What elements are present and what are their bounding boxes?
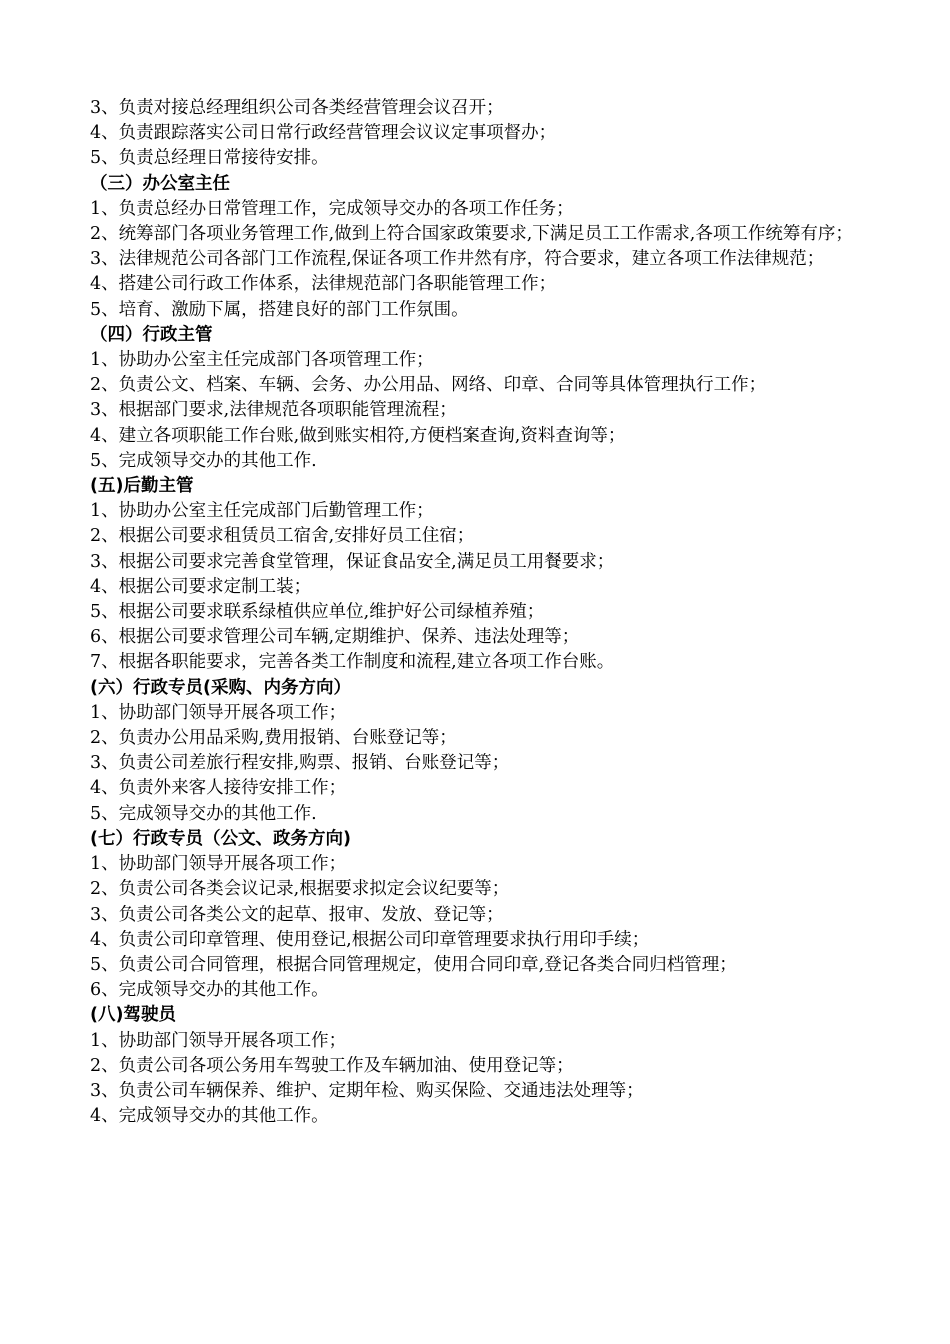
duty-item: 2、负责办公用品采购,费用报销、台账登记等； [90, 728, 457, 749]
duty-item: 2、统筹部门各项业务管理工作,做到上符合国家政策要求,下满足员工工作需求,各项工作统筹有序； [90, 224, 853, 245]
duty-item: 4、负责公司印章管理、使用登记,根据公司印章管理要求执行用印手续； [90, 929, 650, 950]
duty-item: 1、协助办公室主任完成部门后勤管理工作； [90, 501, 434, 522]
duty-item: 5、培育、激励下属，搭建良好的部门工作氛围。 [90, 299, 469, 320]
duty-item: 2、根据公司要求租赁员工宿舍,安排好员工住宿； [90, 526, 475, 547]
section-heading: (七）行政专员（公文、政务方向) [90, 828, 351, 849]
duty-item: 5、负责总经理日常接待安排。 [90, 148, 329, 169]
duty-item: 4、负责跟踪落实公司日常行政经营管理会议议定事项督办； [90, 123, 557, 144]
duty-item: 7、根据各职能要求，完善各类工作制度和流程,建立各项工作台账。 [90, 652, 615, 673]
duty-item: 4、建立各项职能工作台账,做到账实相符,方便档案查询,资料查询等； [90, 425, 626, 446]
duty-item: 1、负责总经办日常管理工作，完成领导交办的各项工作任务； [90, 198, 574, 219]
duty-item: 4、负责外来客人接待安排工作； [90, 778, 347, 799]
duty-item: 3、负责公司车辆保养、维护、定期年检、购买保险、交通违法处理等； [90, 1080, 644, 1101]
duty-item: 1、协助部门领导开展各项工作； [90, 854, 347, 875]
duty-item: 3、负责公司各类公文的起草、报审、发放、登记等； [90, 904, 504, 925]
duty-item: 3、法律规范公司各部门工作流程,保证各项工作井然有序，符合要求，建立各项工作法律规范； [90, 249, 825, 270]
duty-item: 3、根据部门要求,法律规范各项职能管理流程； [90, 400, 457, 421]
duty-item: 2、负责公司各类会议记录,根据要求拟定会议纪要等； [90, 879, 510, 900]
duty-item: 3、根据公司要求完善食堂管理，保证食品安全,满足员工用餐要求； [90, 551, 615, 572]
section-heading: (五)后勤主管 [90, 476, 194, 497]
document-page [90, 96, 880, 1129]
duty-item: 5、根据公司要求联系绿植供应单位,维护好公司绿植养殖； [90, 602, 545, 623]
duty-item: 6、完成领导交办的其他工作。 [90, 980, 329, 1001]
section-heading: （三）办公室主任 [90, 173, 230, 194]
duty-item: 5、完成领导交办的其他工作. [90, 450, 317, 471]
duty-item: 6、根据公司要求管理公司车辆,定期维护、保养、违法处理等； [90, 627, 580, 648]
duty-item: 5、负责公司合同管理，根据合同管理规定，使用合同印章,登记各类合同归档管理； [90, 954, 737, 975]
section-heading: (八)驾驶员 [90, 1005, 176, 1026]
duty-item: 5、完成领导交办的其他工作. [90, 803, 317, 824]
duty-item: 1、协助部门领导开展各项工作； [90, 1030, 347, 1051]
duty-item: 4、搭建公司行政工作体系，法律规范部门各职能管理工作； [90, 274, 557, 295]
duty-item: 1、协助办公室主任完成部门各项管理工作； [90, 350, 434, 371]
duty-item: 3、负责对接总经理组织公司各类经营管理会议召开； [90, 98, 504, 118]
duty-item: 4、根据公司要求定制工装； [90, 576, 312, 597]
duty-item: 2、负责公司各项公务用车驾驶工作及车辆加油、使用登记等； [90, 1055, 574, 1076]
duty-item: 3、负责公司差旅行程安排,购票、报销、台账登记等； [90, 753, 510, 774]
duty-item: 1、协助部门领导开展各项工作； [90, 702, 347, 723]
duty-item: 2、负责公文、档案、车辆、会务、办公用品、网络、印章、合同等具体管理执行工作； [90, 375, 767, 396]
duty-item: 4、完成领导交办的其他工作。 [90, 1106, 329, 1127]
section-heading: （四）行政主管 [90, 324, 213, 345]
section-heading: (六）行政专员(采购、内务方向） [90, 677, 351, 698]
